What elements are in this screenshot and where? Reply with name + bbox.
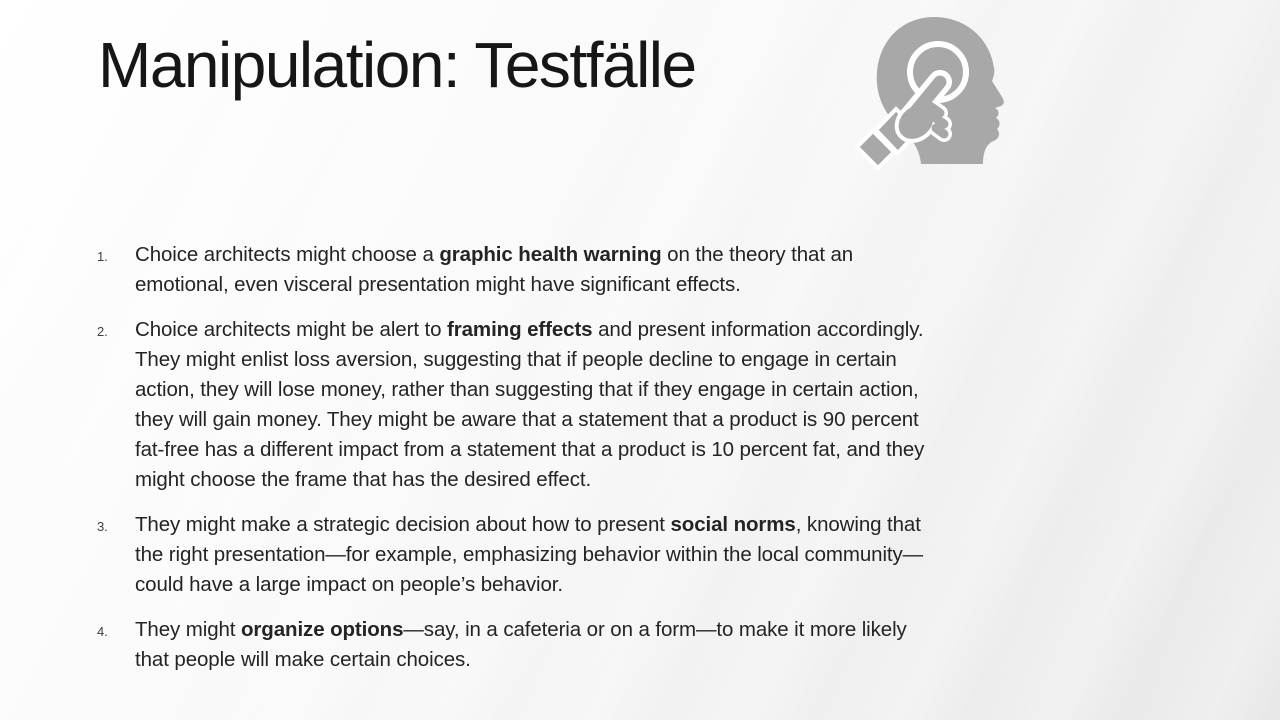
emphasis-text: framing effects xyxy=(447,318,593,341)
list-item-1 xyxy=(97,240,939,300)
list-item-text xyxy=(135,615,939,675)
body-text: Choice architects might be alert to xyxy=(135,318,448,341)
emphasis-text: organize options xyxy=(241,618,404,641)
list-item-number: 2. xyxy=(97,324,108,339)
head-touch-icon xyxy=(853,14,1005,170)
list-item-text xyxy=(135,510,939,600)
body-text: They might xyxy=(135,618,241,641)
list-item-4 xyxy=(97,615,939,675)
body-text: , knowing that the right presentation—for example, emphasizing behavior within the local community—could have a large impact on people’s behavior. xyxy=(135,513,924,596)
list-item-2 xyxy=(97,315,939,495)
body-text: They might make a strategic decision about how to present xyxy=(135,513,671,536)
list-item-number: 4. xyxy=(97,624,108,639)
emphasis-text: social norms xyxy=(670,513,796,536)
body-text: on the theory that an emotional, even visceral presentation might have significant effects. xyxy=(135,243,854,296)
body-text: and present information accordingly. They might enlist loss aversion, suggesting that if people decline to engage in certain action, they will lose money, rather than suggesting that if they engage in certain action, they will gain money. They might be aware that a statement that a product is 90 percent fat-free has a different impact from a statement that a product is 10 percent fat, and they might choose the frame that has the desired effect. xyxy=(135,318,925,491)
body-text: —say, in a cafeteria or on a form—to make it more likely that people will make certain choices. xyxy=(135,618,907,671)
emphasis-text: graphic health warning xyxy=(439,243,662,266)
list-item-number: 1. xyxy=(97,249,108,264)
list-item-text xyxy=(135,240,939,300)
test-cases-list xyxy=(97,240,939,690)
list-item-text xyxy=(135,315,939,495)
list-item-3 xyxy=(97,510,939,600)
slide-title: Manipulation: Testfälle xyxy=(98,29,696,101)
list-item-number: 3. xyxy=(97,519,108,534)
body-text: Choice architects might choose a xyxy=(135,243,440,266)
